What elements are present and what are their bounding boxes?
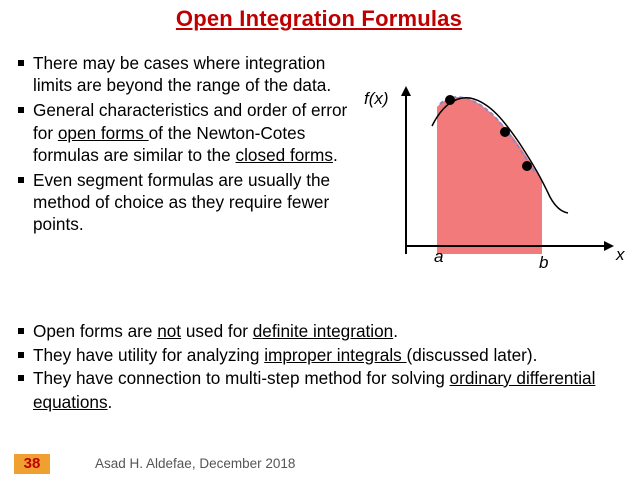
bullet-bottom-1 [16, 320, 631, 344]
bullet-text: . [107, 391, 113, 412]
underlined-term: open forms [57, 122, 149, 143]
a-label: a [434, 247, 444, 266]
bullet-top-2 [16, 99, 364, 166]
bullet-text: (discussed later). [406, 344, 538, 365]
bullet-text: . [332, 144, 338, 165]
y-axis-label: f(x) [364, 89, 389, 108]
bullet-marker [18, 60, 24, 66]
bullet-list-bottom [16, 320, 631, 414]
open-integration-graph [360, 82, 632, 278]
bullet-marker [18, 328, 24, 334]
slide-number: 38 [14, 454, 50, 474]
bullet-text: They have connection to multi-step method for solving [33, 368, 450, 388]
bullet-marker [18, 107, 24, 113]
x-axis-arrow [604, 241, 614, 251]
footer-author: Asad H. Aldefae, December 2018 [95, 456, 296, 471]
bullet-top-1 [16, 52, 364, 96]
underlined-term: improper integrals [264, 344, 407, 365]
bullet-top-3 [16, 169, 364, 236]
bullet-bottom-3 [16, 367, 631, 414]
data-point-3 [522, 161, 532, 171]
bullet-marker [18, 375, 24, 381]
bullet-list-top [16, 52, 364, 239]
bullet-marker [18, 352, 24, 358]
data-point-2 [500, 127, 510, 137]
area-under-curve [437, 97, 542, 254]
y-axis-arrow [401, 86, 411, 96]
b-label: b [539, 253, 549, 272]
bullet-text: Open forms are [33, 321, 158, 341]
bullet-bottom-2 [16, 344, 631, 368]
bullet-text: of the Newton-Cotes formulas are similar to the [33, 122, 306, 165]
bullet-text: There may be cases where integration limits are beyond the range of the data. [33, 53, 332, 96]
x-axis-label: x [616, 245, 625, 264]
underlined-term: ordinary differential equations [33, 368, 596, 412]
bullet-text: They have utility for analyzing [33, 344, 265, 365]
underlined-term: closed forms [235, 144, 333, 165]
bullet-text: used for [181, 321, 253, 341]
bullet-text: . [393, 321, 398, 341]
slide-title: Open Integration Formulas [175, 6, 463, 31]
bullet-text: General characteristics and order of error for [33, 100, 348, 143]
underlined-term: definite integration [252, 321, 394, 341]
bullet-marker [18, 177, 24, 183]
data-point-1 [445, 95, 455, 105]
underlined-term: not [157, 321, 182, 341]
bullet-text: Even segment formulas are usually the method of choice as they require fewer points. [33, 170, 331, 235]
